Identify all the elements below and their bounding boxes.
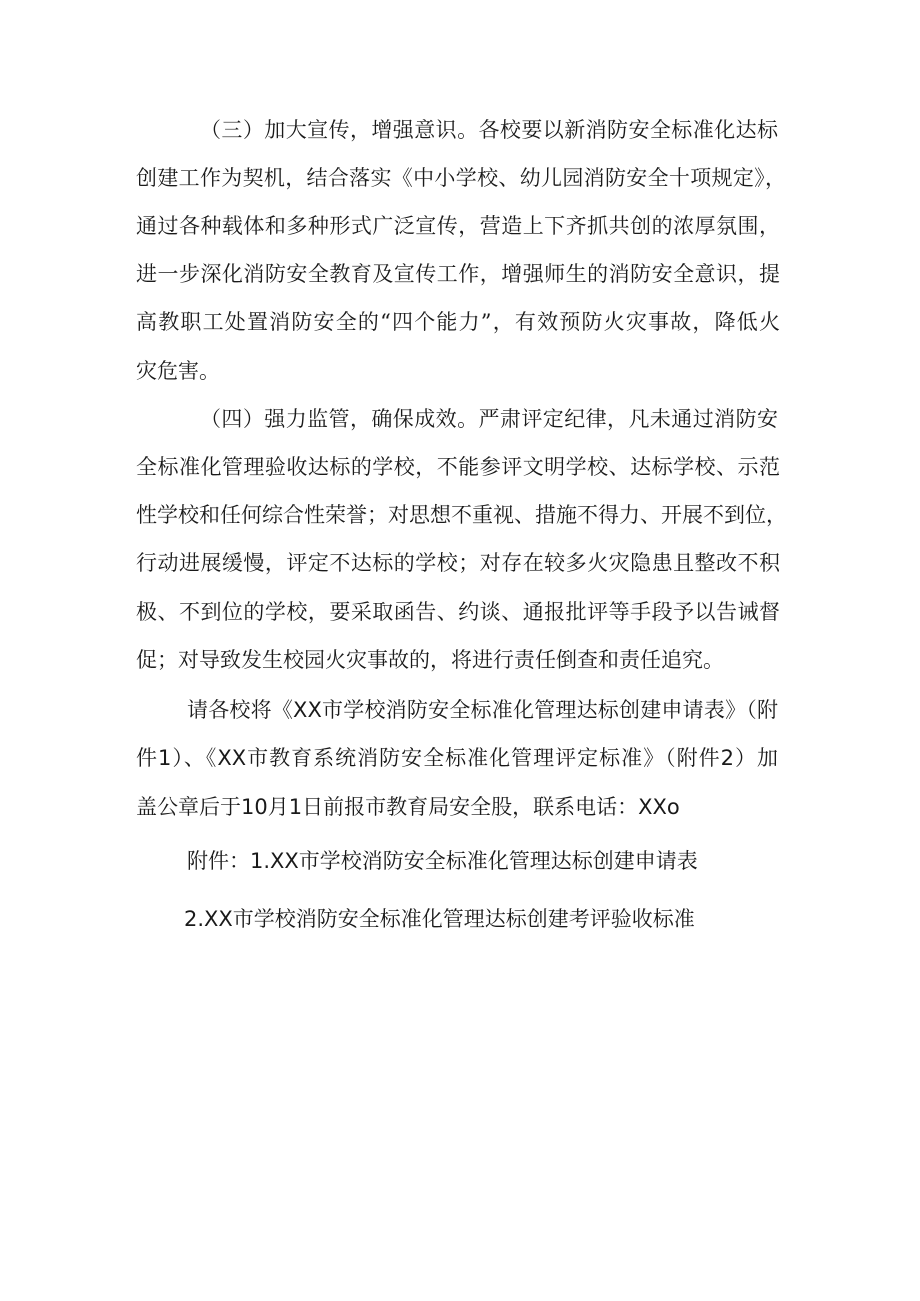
section4-line-2: 全标准化管理验收达标的学校，不能参评文明学校、达标学校、示范	[136, 455, 780, 479]
section3-line-6: 灾危害。	[136, 359, 220, 383]
section3-line-3: 通过各种载体和多种形式广泛宣传，营造上下齐抓共创的浓厚氛围，	[136, 214, 780, 238]
section4-line-3: 性学校和任何综合性荣誉；对思想不重视、措施不得力、开展不到位，	[136, 503, 787, 527]
section3-line-1: （三）加大宣传，增强意识。各校要以新消防安全标准化达标	[200, 118, 778, 142]
section3-line-5: 高教职工处置消防安全的“四个能力”，有效预防火灾事故，降低火	[136, 310, 780, 334]
section4-line-1: （四）强力监管，确保成效。严肃评定纪律，凡未通过消防安	[200, 407, 778, 431]
section4-line-6: 促；对导致发生校园火灾事故的，将进行责任倒查和责任追究。	[136, 648, 724, 672]
request-line-2: 件1）、《XX市教育系统消防安全标准化管理评定标准》（附件2）加	[136, 746, 778, 770]
section4-line-5: 极、不到位的学校，要采取函告、约谈、通报批评等手段予以告诫督	[136, 600, 780, 624]
request-line-1: 请各校将《XX市学校消防安全标准化管理达标创建申请表》（附	[187, 698, 778, 722]
section3-line-2: 创建工作为契机，结合落实《中小学校、幼儿园消防安全十项规定》，	[136, 166, 786, 190]
request-line-3: 盖公章后于10月1日前报市教育局安全股，联系电话：XXo	[136, 795, 680, 819]
attachment-item-1: 附件：1.XX市学校消防安全标准化管理达标创建申请表	[187, 849, 698, 873]
section3-line-4: 进一步深化消防安全教育及宣传工作，增强师生的消防安全意识，提	[136, 262, 780, 286]
section4-line-4: 行动进展缓慢，评定不达标的学校；对存在较多火灾隐患且整改不积	[136, 551, 780, 575]
attachment-item-2: 2.XX市学校消防安全标准化管理达标创建考评验收标准	[184, 907, 695, 931]
